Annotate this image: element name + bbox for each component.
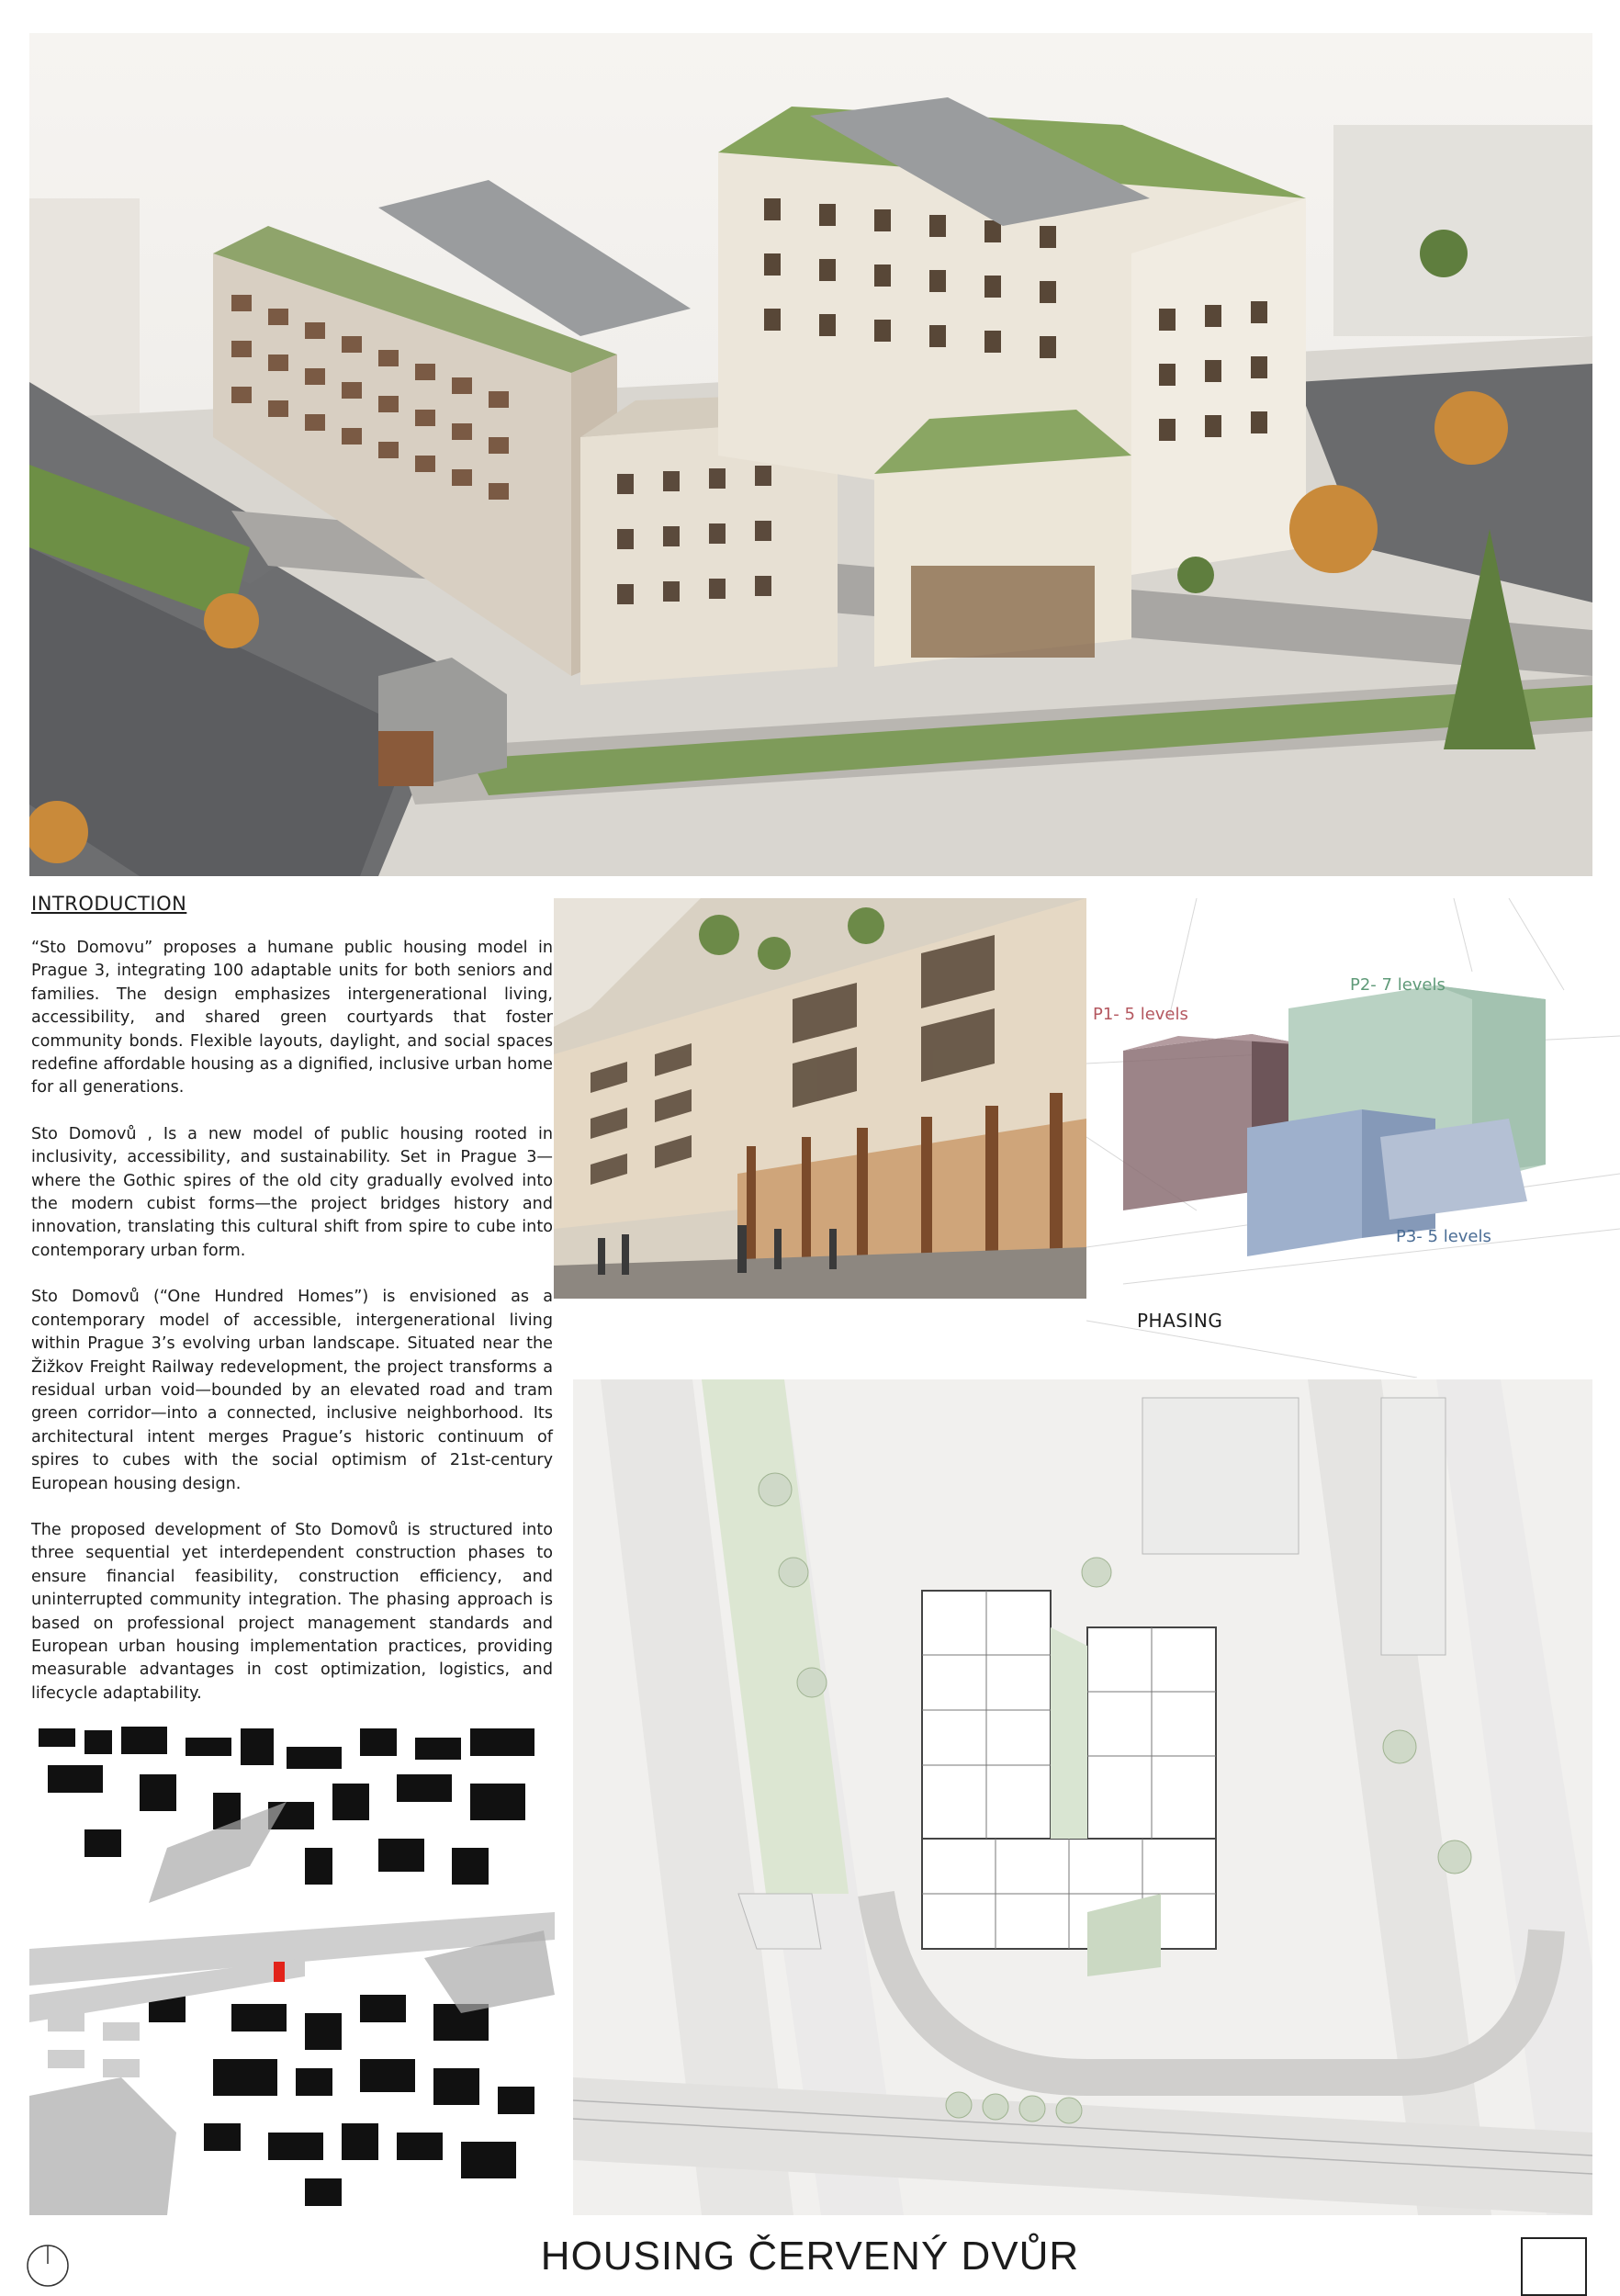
phasing-diagram [1086,898,1620,1378]
intro-paragraph: Sto Domovů , Is a new model of public housing rooted in inclusivity, accessibility, and sustainability. Set in Prague 3—where the Gothic spires of the old city gradually evolved into the modern cubist forms—the project bridges history and innovation, translating this cultural shift from spire to cube into contemporary urban form. [31,1124,553,1260]
intro-body [31,937,553,1728]
phasing-massing-model [1086,898,1620,1378]
figure-ground-map [29,1719,555,2215]
intro-paragraph: “Sto Domovu” proposes a humane public housing model in Prague 3, integrating 100 adaptable units for both seniors and families. The design emphasizes intergenerational living, accessibility, and shared green courtyards that foster community bonds. Flexible layouts, daylight, and social spaces redefine affordable housing as a dignified, inclusive urban home for all generations. [31,939,553,1097]
phase-2-label: P2- 7 levels [1350,975,1446,995]
site-marker [274,1962,285,1982]
figure-ground-map-drawing [29,1719,555,2215]
site-plan-drawing [573,1379,1592,2215]
phasing-title: PHASING [1137,1310,1223,1332]
site-plan [573,1379,1592,2215]
sheet-title: HOUSING ČERVENÝ DVŮR [540,2234,1080,2279]
intro-paragraph: Sto Domovů (“One Hundred Homes”) is envisioned as a contemporary model of accessible, intergenerational living within Prague 3’s evolving urban landscape. Situated near the Žižkov Freight Railway redevelopment, the project transforms a residual urban void—bounded by an elevated road and tram green corridor—into a connected, inclusive neighborhood. Its architectural intent merges Prague’s historic continuum of spires to cubes with the social optimism of 21st-century European housing design. [31,1288,553,1493]
aerial-rendering-illustration [29,33,1592,876]
phase-3-label: P3- 5 levels [1396,1227,1491,1246]
intro-paragraph: The proposed development of Sto Domovů is structured into three sequential yet interdependent construction phases to ensure financial feasibility, construction efficiency, and uninterrupted community integration. The phasing approach is based on professional project management standards and European urban housing implementation practices, providing measurable advantages in cost optimization, logistics, and lifecycle adaptability. [31,1520,553,1703]
aerial-rendering [29,33,1592,876]
street-view-rendering [554,898,1086,1299]
sheet-number-box [1521,2237,1587,2296]
intro-heading: INTRODUCTION [31,893,187,915]
phase-1-label: P1- 5 levels [1093,1005,1188,1024]
street-view-illustration [554,898,1086,1299]
